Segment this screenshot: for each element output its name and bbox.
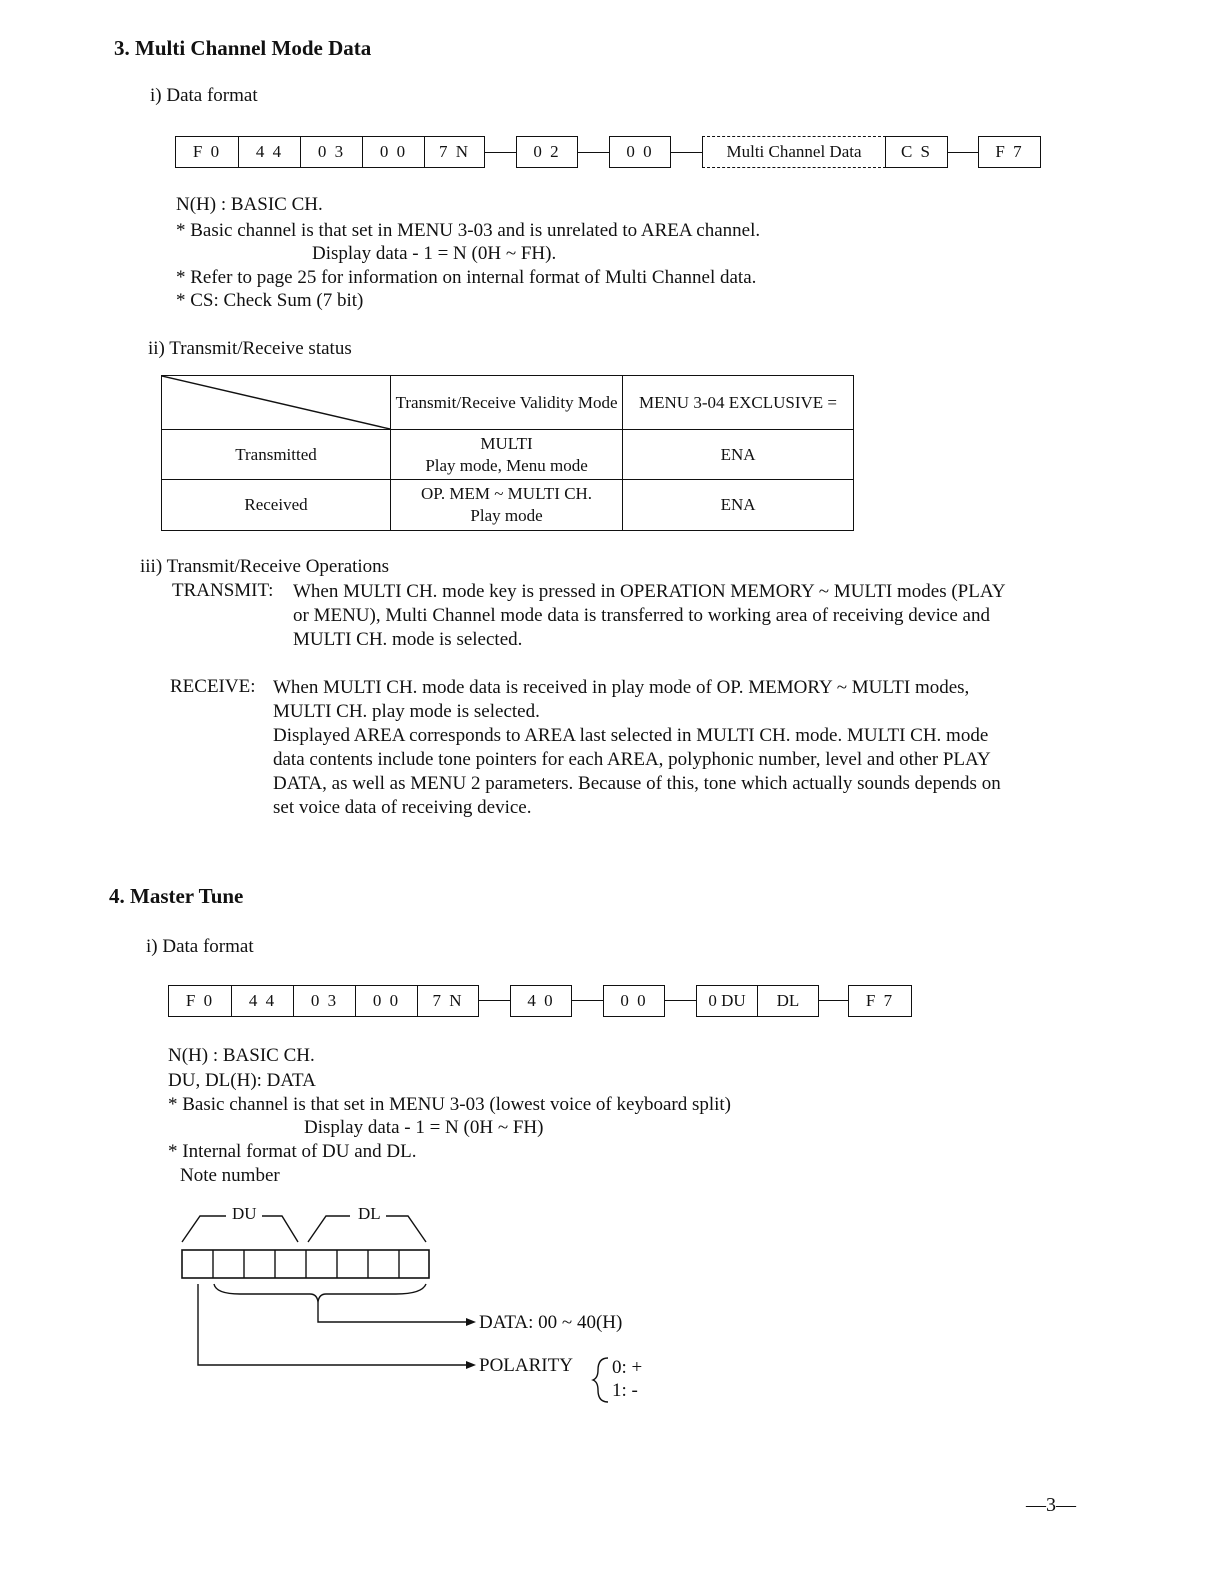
polarity-option-plus: 0: + bbox=[612, 1357, 643, 1378]
table-row-mode bbox=[391, 430, 623, 480]
text-line: MULTI CH. mode is selected. bbox=[293, 629, 523, 650]
format-box: 0 3 bbox=[300, 136, 363, 168]
text-line: When MULTI CH. mode data is received in play mode of OP. MEMORY ~ MULTI modes, bbox=[273, 677, 970, 698]
table-row-mode bbox=[391, 480, 623, 531]
du-bracket-left bbox=[182, 1216, 226, 1242]
du-bracket-right bbox=[262, 1216, 298, 1242]
table-corner-cell bbox=[162, 376, 391, 430]
format-box: C S bbox=[885, 136, 948, 168]
diagonal-line bbox=[162, 376, 390, 429]
table-row bbox=[162, 430, 854, 480]
mode-line: MULTI bbox=[480, 433, 533, 453]
data-arrow-line bbox=[318, 1302, 466, 1322]
format-box: 7 N bbox=[424, 136, 485, 168]
format-box: F 7 bbox=[978, 136, 1041, 168]
connector-line bbox=[479, 1000, 510, 1001]
text-line: MULTI CH. play mode is selected. bbox=[273, 701, 540, 722]
display-data-line: Display data - 1 = N (0H ~ FH) bbox=[304, 1117, 544, 1138]
format-box: 7 N bbox=[417, 985, 479, 1017]
format-box: 0 2 bbox=[516, 136, 578, 168]
format-box: 0 0 bbox=[603, 985, 665, 1017]
dl-label: DL bbox=[358, 1204, 381, 1223]
connector-line bbox=[671, 152, 702, 153]
table-row-label: Received bbox=[162, 480, 391, 531]
format-box: 4 4 bbox=[238, 136, 301, 168]
text-line: set voice data of receiving device. bbox=[273, 797, 532, 818]
data-brace bbox=[214, 1284, 426, 1302]
polarity-arrow-line bbox=[198, 1284, 466, 1365]
connector-line bbox=[578, 152, 609, 153]
format-box-multi-channel-data: Multi Channel Data bbox=[702, 136, 886, 168]
section-4-data-format-label: i) Data format bbox=[146, 936, 254, 957]
page-number: —3— bbox=[1026, 1494, 1076, 1516]
note-nh: N(H) : BASIC CH. bbox=[176, 194, 323, 215]
receive-label: RECEIVE: bbox=[170, 676, 256, 697]
format-box: F 7 bbox=[848, 985, 912, 1017]
format-box: 0 3 bbox=[293, 985, 356, 1017]
dl-bracket-left bbox=[308, 1216, 350, 1242]
note-du-dl: DU, DL(H): DATA bbox=[168, 1070, 316, 1091]
table-row-value: ENA bbox=[623, 430, 854, 480]
format-box-du: 0 DU bbox=[696, 985, 758, 1017]
data-arrow-label: DATA: 00 ~ 40(H) bbox=[479, 1312, 623, 1333]
mode-line: Play mode, Menu mode bbox=[425, 455, 588, 475]
operations-label: iii) Transmit/Receive Operations bbox=[140, 556, 390, 577]
format-box: 0 0 bbox=[609, 136, 671, 168]
bullet-basic-channel: * Basic channel is that set in MENU 3-03 and is unrelated to AREA channel. bbox=[176, 220, 761, 241]
text-line: When MULTI CH. mode key is pressed in OPERATION MEMORY ~ MULTI modes (PLAY bbox=[293, 581, 1006, 602]
bit-format-diagram bbox=[170, 1200, 670, 1405]
note-number-label: Note number bbox=[180, 1165, 280, 1186]
data-arrowhead bbox=[466, 1318, 476, 1326]
format-box: 4 0 bbox=[510, 985, 572, 1017]
note-nh: N(H) : BASIC CH. bbox=[168, 1045, 315, 1066]
du-label: DU bbox=[232, 1204, 257, 1223]
polarity-brace bbox=[593, 1358, 608, 1402]
polarity-arrowhead bbox=[466, 1361, 476, 1369]
bullet-internal-format: * Internal format of DU and DL. bbox=[168, 1141, 417, 1162]
text-line: or MENU), Multi Channel mode data is transferred to working area of receiving device and bbox=[293, 605, 990, 626]
polarity-label: POLARITY bbox=[479, 1355, 573, 1376]
text-line: data contents include tone pointers for each AREA, polyphonic number, level and other PLAY bbox=[273, 749, 991, 770]
mode-line: Play mode bbox=[470, 506, 543, 525]
format-box: F 0 bbox=[175, 136, 239, 168]
text-line: Displayed AREA corresponds to AREA last selected in MULTI CH. mode. MULTI CH. mode bbox=[273, 725, 989, 746]
transmit-text bbox=[293, 580, 1083, 652]
bullet-basic-channel: * Basic channel is that set in MENU 3-03 (lowest voice of keyboard split) bbox=[168, 1094, 732, 1115]
connector-line bbox=[572, 1000, 603, 1001]
format-box: 4 4 bbox=[231, 985, 294, 1017]
format-box: 0 0 bbox=[355, 985, 418, 1017]
connector-line bbox=[485, 152, 516, 153]
status-label: ii) Transmit/Receive status bbox=[148, 338, 352, 359]
format-box-dl: DL bbox=[757, 985, 819, 1017]
table-header-menu: MENU 3-04 EXCLUSIVE = bbox=[623, 376, 854, 430]
bullet-checksum: * CS: Check Sum (7 bit) bbox=[176, 290, 364, 311]
polarity-option-minus: 1: - bbox=[612, 1380, 638, 1401]
format-box: 0 0 bbox=[362, 136, 425, 168]
text-line: DATA, as well as MENU 2 parameters. Because of this, tone which actually sounds depends on bbox=[273, 773, 1001, 794]
table-header-validity: Transmit/Receive Validity Mode bbox=[391, 376, 623, 430]
display-data-line: Display data - 1 = N (0H ~ FH). bbox=[312, 243, 557, 264]
connector-line bbox=[665, 1000, 696, 1001]
dl-bracket-right bbox=[386, 1216, 426, 1242]
connector-line bbox=[819, 1000, 848, 1001]
format-box: F 0 bbox=[168, 985, 232, 1017]
table-row-value: ENA bbox=[623, 480, 854, 531]
table-row-label: Transmitted bbox=[162, 430, 391, 480]
section-4-heading: 4. Master Tune bbox=[109, 884, 244, 908]
section-3-data-format-label: i) Data format bbox=[150, 85, 258, 106]
mode-line: OP. MEM ~ MULTI CH. bbox=[421, 484, 593, 503]
receive-text bbox=[273, 676, 1083, 820]
connector-line bbox=[948, 152, 978, 153]
bullet-refer-page: * Refer to page 25 for information on internal format of Multi Channel data. bbox=[176, 267, 757, 288]
table-row bbox=[162, 480, 854, 531]
bit-cells bbox=[182, 1250, 429, 1278]
section-3-heading: 3. Multi Channel Mode Data bbox=[114, 36, 372, 60]
transmit-label: TRANSMIT: bbox=[172, 580, 274, 601]
status-table bbox=[161, 375, 854, 531]
